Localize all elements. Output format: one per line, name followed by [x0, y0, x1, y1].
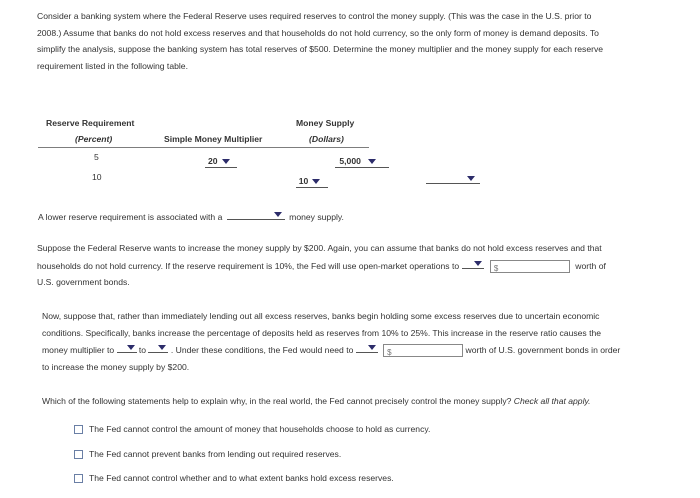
q1-prefix: A lower reserve requirement is associated with a — [38, 212, 223, 222]
q3-line: conditions. Specifically, banks increase the percentage of deposits held as reserves from 10% to 25%. This increase in the reserve ratio causes the — [42, 327, 602, 338]
checkbox[interactable] — [74, 450, 83, 459]
chevron-down-icon — [368, 345, 376, 350]
table-header-rule — [38, 147, 369, 148]
currency-symbol: $ — [493, 263, 499, 273]
q2-line: Suppose the Federal Reserve wants to increase the money supply by $200. Again, you can assume that banks do not hold excess reserves and that — [37, 243, 602, 253]
row-reserve-value: 5 — [94, 152, 99, 162]
chevron-down-icon — [467, 176, 475, 181]
q2-line: U.S. government bonds. — [37, 277, 130, 287]
col-reserve-sub: (Percent) — [75, 134, 113, 144]
multiplier-value: 10 — [298, 176, 309, 186]
money-supply-direction-dropdown[interactable] — [227, 208, 285, 220]
bond-amount-input[interactable] — [490, 260, 570, 273]
q2-paragraph — [37, 240, 697, 291]
multiplier-to-dropdown[interactable] — [148, 341, 168, 353]
col-reserve-header: Reserve Requirement — [46, 118, 135, 128]
chevron-down-icon — [222, 159, 230, 164]
bond-amount-input[interactable] — [383, 344, 463, 357]
option-label: The Fed cannot control the amount of money that households choose to hold as currency. — [89, 424, 431, 434]
option-row[interactable] — [74, 449, 341, 459]
currency-symbol: $ — [387, 348, 392, 358]
col-money-supply-sub: (Dollars) — [309, 134, 344, 144]
checkbox[interactable] — [74, 425, 83, 434]
col-money-supply-header: Money Supply — [296, 118, 355, 128]
intro-line: Consider a banking system where the Federal Reserve uses required reserves to control the money supply. (This was the case in the U.S. prior to — [37, 11, 592, 21]
q4-hint: Check all that apply. — [513, 396, 591, 406]
open-market-action-dropdown[interactable] — [462, 257, 484, 269]
money-supply-dropdown[interactable] — [426, 172, 480, 184]
row-reserve-value: 10 — [92, 172, 102, 182]
chevron-down-icon — [158, 345, 166, 350]
chevron-down-icon — [312, 179, 320, 184]
multiplier-dropdown[interactable] — [205, 156, 237, 168]
q4-question — [42, 396, 591, 406]
multiplier-value: 20 — [208, 156, 218, 166]
q3-line: Now, suppose that, rather than immediately lending out all excess reserves, banks begin holding some excess reserves due to uncertain economic — [42, 311, 600, 321]
q1-suffix: money supply. — [289, 212, 344, 222]
q3-text: . Under these conditions, the Fed would need to — [170, 345, 354, 355]
q2-line — [37, 257, 697, 275]
q2-line2-suffix: worth of — [575, 260, 606, 271]
chevron-down-icon — [368, 159, 376, 164]
intro-line: 2008.) Assume that banks do not hold excess reserves and that households do not hold currency, so the only form of money is demand deposits. To — [37, 27, 599, 38]
chevron-down-icon — [474, 261, 482, 266]
q3-text: money multiplier to — [42, 345, 115, 355]
multiplier-dropdown[interactable] — [296, 176, 328, 188]
option-row[interactable] — [74, 424, 430, 434]
q3-text: to — [138, 345, 147, 355]
intro-line: simplify the analysis, suppose the banking system has total reserves of $500. Determine the money multiplier and the money supply for each reserve — [37, 44, 604, 54]
money-supply-value: 5,000 — [339, 156, 361, 166]
money-supply-dropdown[interactable] — [335, 156, 389, 168]
q3-line: to increase the money supply by $200. — [42, 361, 190, 372]
chevron-down-icon — [274, 212, 282, 217]
q4-question-text: Which of the following statements help to explain why, in the real world, the Fed cannot precisely control the money supply? — [42, 396, 512, 406]
checkbox[interactable] — [74, 474, 83, 483]
chevron-down-icon — [127, 345, 135, 350]
q1-line — [38, 208, 344, 222]
option-row[interactable] — [74, 473, 394, 483]
multiplier-from-dropdown[interactable] — [117, 341, 137, 353]
q3-paragraph — [42, 308, 697, 375]
option-label: The Fed cannot control whether and to what extent banks hold excess reserves. — [89, 473, 394, 483]
intro-paragraph — [37, 8, 697, 74]
col-multiplier-header: Simple Money Multiplier — [164, 134, 263, 144]
q3-line — [42, 341, 697, 359]
fed-action-dropdown[interactable] — [356, 341, 378, 353]
q2-line2-prefix: households do not hold currency. If the reserve requirement is 10%, the Fed will use open-market operations to — [37, 260, 460, 271]
q3-text: worth of U.S. government bonds in order — [465, 345, 621, 355]
intro-line: requirement listed in the following table. — [37, 60, 188, 71]
option-label: The Fed cannot prevent banks from lending out required reserves. — [89, 449, 342, 459]
